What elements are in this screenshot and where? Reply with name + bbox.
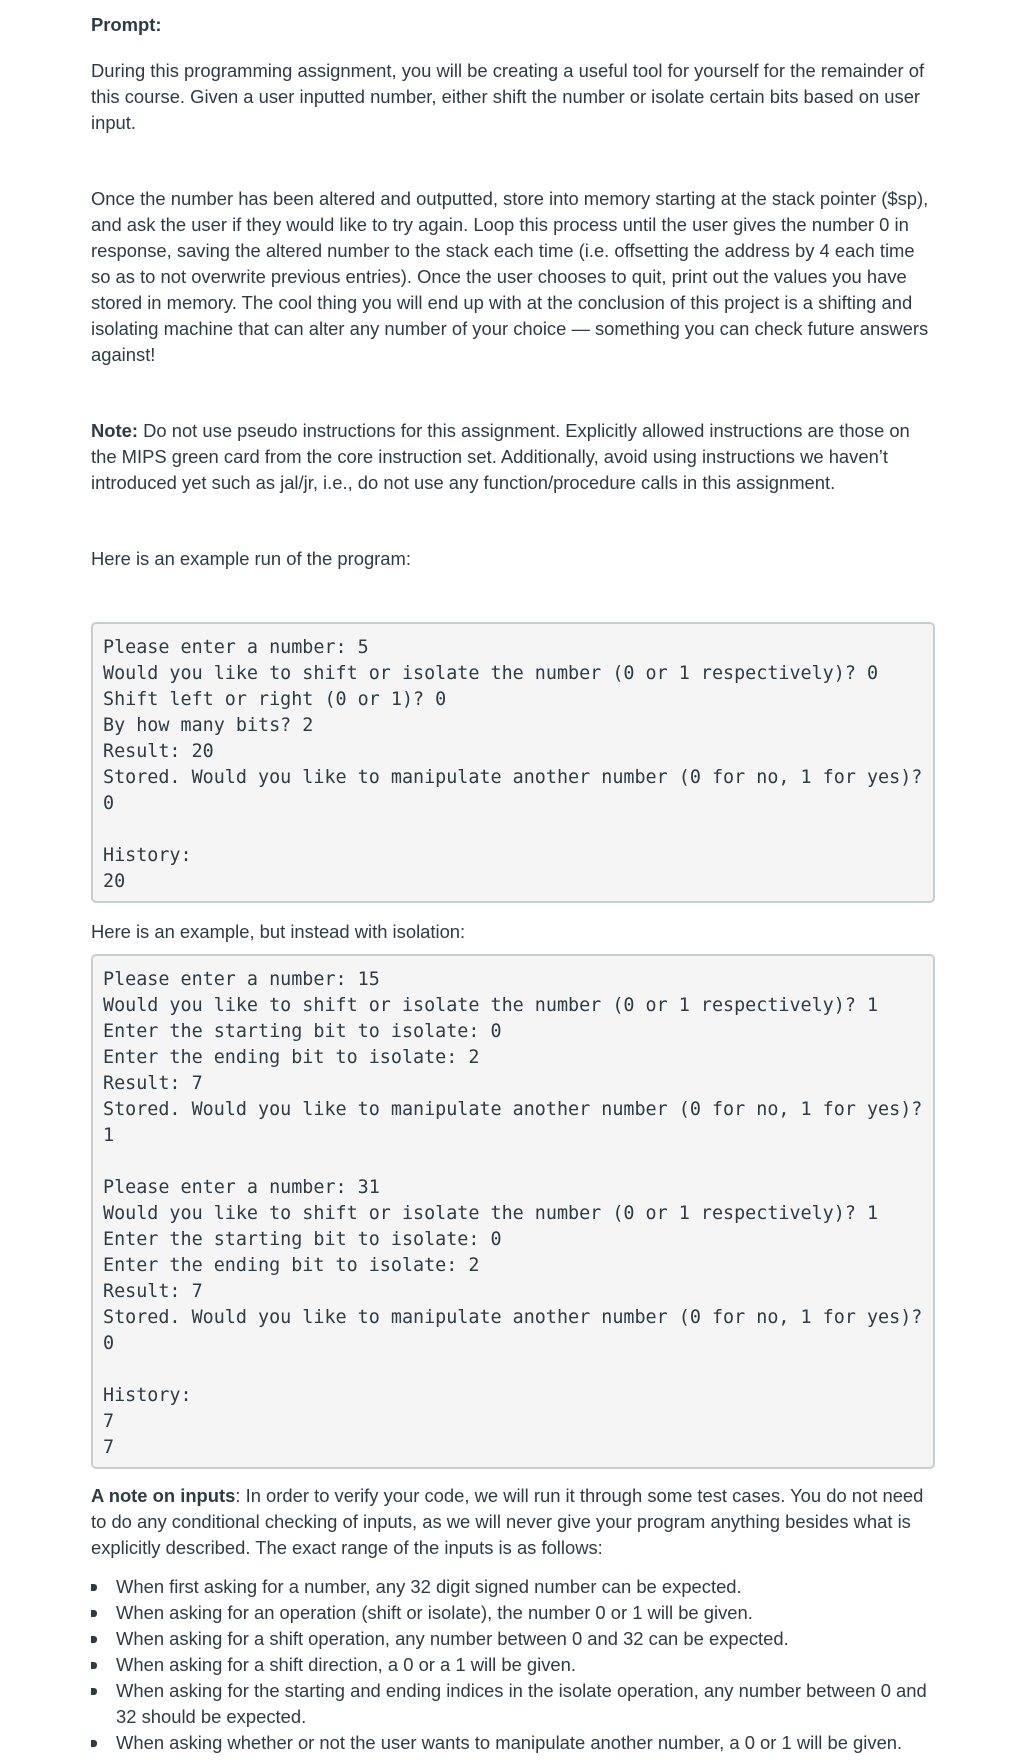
code-line: Would you like to shift or isolate the number (0 or 1 respectively)? 0 [103,663,879,684]
code-line: Result: 20 [103,741,214,762]
process-paragraph: Once the number has been altered and outputted, store into memory starting at the stack pointer ($sp), and ask the user if they would like to try again. Loop this process until the user gives the number 0 in response, saving the altered number to the stack each time (i.e. offsetting the address by 4 each time so as to not overwrite previous entries). Once the user chooses to quit, print out the values you have stored in memory. The cool thing you will end up with at the conclusion of this project is a shifting and isolating machine that can alter any number of your choice — something you can check future answers against! [91,188,929,365]
bullet-icon [91,1610,97,1617]
example-intro: Here is an example run of the program: [91,548,411,569]
isolation-example-code-block [91,954,935,1469]
code-line: 7 [103,1411,115,1432]
note-paragraph [91,418,935,496]
inputs-note-label: A note on inputs [91,1485,236,1506]
bullet-icon [91,1584,97,1591]
bullet-icon [91,1636,97,1643]
code-line: History: [103,845,192,866]
list-item [91,1730,935,1756]
code-line: 7 [103,1437,115,1458]
code-blank-line [103,1357,923,1383]
code-line: Stored. Would you like to manipulate another number (0 for no, 1 for yes)? [103,767,923,788]
code-line: Stored. Would you like to manipulate another number (0 for no, 1 for yes)? [103,1099,923,1120]
code-line: 0 [103,793,115,814]
code-line: History: [103,1385,192,1406]
list-item-text: When asking for an operation (shift or isolate), the number 0 or 1 will be given. [116,1602,753,1623]
list-item-text: When first asking for a number, any 32 digit signed number can be expected. [116,1576,742,1597]
list-item-text: When asking for a shift operation, any number between 0 and 32 can be expected. [116,1628,789,1649]
code-line: Enter the starting bit to isolate: 0 [103,1229,502,1250]
code-line: Result: 7 [103,1073,203,1094]
code-line: Please enter a number: 31 [103,1177,380,1198]
list-item [91,1600,935,1626]
bullet-icon [91,1688,97,1695]
isolation-example-intro: Here is an example, but instead with isolation: [91,921,466,942]
list-item-text: When asking for a shift direction, a 0 or a 1 will be given. [116,1654,576,1675]
code-line: Shift left or right (0 or 1)? 0 [103,689,447,710]
input-range-list [91,1574,935,1756]
list-item [91,1678,935,1730]
code-blank-line [103,817,923,843]
note-label: Note: [91,420,138,441]
code-line: 20 [103,871,126,892]
code-line: Enter the ending bit to isolate: 2 [103,1047,480,1068]
prompt-heading: Prompt: [91,14,162,35]
list-item [91,1626,935,1652]
list-item [91,1652,935,1678]
list-item-text: When asking for the starting and ending indices in the isolate operation, any number between 0 and 32 should be expected. [116,1680,927,1727]
code-line: Enter the starting bit to isolate: 0 [103,1021,502,1042]
note-text: Do not use pseudo instructions for this assignment. Explicitly allowed instructions are those on the MIPS green card from the core instruction set. Additionally, avoid using instructions we haven’t introduced yet such as jal/jr, i.e., do not use any function/procedure calls in this assignment. [91,420,910,493]
code-line: 0 [103,1333,115,1354]
list-item-text: When asking whether or not the user wants to manipulate another number, a 0 or 1 will be given. [116,1732,903,1753]
code-line: Stored. Would you like to manipulate another number (0 for no, 1 for yes)? [103,1307,923,1328]
code-line: Please enter a number: 15 [103,969,380,990]
list-item [91,1574,935,1600]
code-line: Result: 7 [103,1281,203,1302]
code-line: Would you like to shift or isolate the number (0 or 1 respectively)? 1 [103,1203,879,1224]
code-line: Please enter a number: 5 [103,637,369,658]
bullet-icon [91,1662,97,1669]
bullet-icon [91,1740,97,1747]
code-blank-line [103,1149,923,1175]
code-line: 1 [103,1125,115,1146]
inputs-note-paragraph [91,1483,935,1561]
code-line: Would you like to shift or isolate the number (0 or 1 respectively)? 1 [103,995,879,1016]
inputs-note-text: : In order to verify your code, we will run it through some test cases. You do not need to do any conditional checking of inputs, as we will never give your program anything besides what is explicitly described. The exact range of the inputs is as follows: [91,1485,924,1558]
code-line: Enter the ending bit to isolate: 2 [103,1255,480,1276]
example-run-code-block [91,622,935,903]
intro-paragraph: During this programming assignment, you will be creating a useful tool for yourself for the remainder of this course. Given a user inputted number, either shift the number or isolate certain bits based on user input. [91,60,925,133]
assignment-content [91,12,935,1756]
code-line: By how many bits? 2 [103,715,314,736]
